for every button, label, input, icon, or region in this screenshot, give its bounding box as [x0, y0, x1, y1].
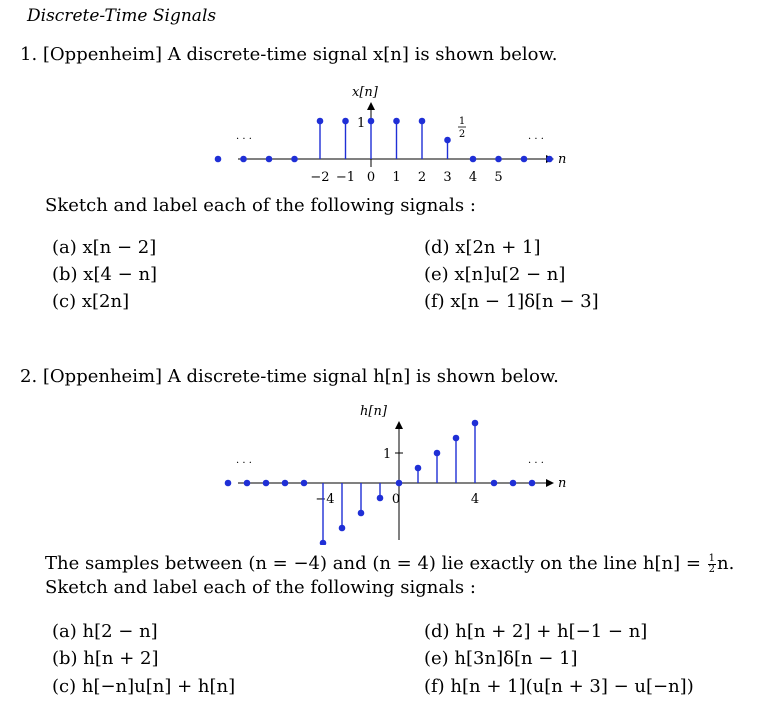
tick-label: 4 — [470, 492, 480, 507]
h-signal-stem-plot — [0, 395, 783, 545]
tick-label: 1 — [392, 170, 401, 185]
stem-point — [317, 118, 324, 125]
stem-point — [453, 435, 460, 442]
stem-point — [419, 118, 426, 125]
stem-point — [546, 156, 553, 163]
p1-item-f: (f) x[n − 1]δ[n − 3] — [424, 291, 599, 312]
svg-text:2: 2 — [458, 129, 466, 140]
stem-point — [470, 156, 477, 163]
svg-text:1: 1 — [458, 116, 466, 127]
tick-label: 2 — [417, 170, 427, 185]
one-half-fraction: $\frac{1}{2}$ — [708, 552, 716, 575]
value-label-half — [458, 116, 466, 140]
problem-2-heading: 2. [Oppenheim] A discrete-time signal h[n] is shown below. — [20, 366, 559, 387]
p1-item-d: (d) x[2n + 1] — [424, 237, 541, 258]
tick-label: −4 — [315, 492, 335, 507]
tick-label: −1 — [335, 170, 356, 185]
stem-point — [368, 118, 375, 125]
stem-point — [244, 480, 251, 487]
problem-1-heading: 1. [Oppenheim] A discrete-time signal x[n] is shown below. — [20, 44, 558, 65]
ellipsis-right: · · · — [528, 134, 544, 145]
stem-point — [415, 465, 422, 472]
section-title: Discrete-Time Signals — [27, 6, 217, 26]
stem-point — [266, 156, 273, 163]
stem-point — [510, 480, 517, 487]
value-label-one: 1 — [357, 116, 366, 131]
stem-point — [472, 420, 479, 427]
stem-point — [377, 495, 384, 502]
tick-label: 3 — [443, 170, 452, 185]
y-axis-label: h[n] — [360, 404, 387, 419]
stem-point — [521, 156, 528, 163]
stem-point — [225, 480, 232, 487]
stem-point — [434, 450, 441, 457]
p2-item-a: (a) h[2 − n] — [52, 621, 158, 642]
tick-label: 0 — [366, 170, 376, 185]
tick-label: 4 — [468, 170, 478, 185]
p2-item-e: (e) h[3n]δ[n − 1] — [424, 648, 578, 669]
tick-label: −2 — [310, 170, 330, 185]
stem-point — [263, 480, 270, 487]
p2-item-c: (c) h[−n]u[n] + h[n] — [52, 676, 236, 697]
stem-point — [339, 525, 346, 532]
stem-point — [282, 480, 289, 487]
stem-point — [444, 137, 451, 144]
p1-item-c: (c) x[2n] — [52, 291, 130, 312]
stem-point — [215, 156, 222, 163]
x-signal-stem-plot — [0, 70, 783, 190]
stem-point — [291, 156, 298, 163]
value-label-one: 1 — [383, 447, 392, 462]
stem-point — [396, 480, 403, 487]
stem-point — [301, 480, 308, 487]
stem-point — [529, 480, 536, 487]
problem-2-description — [45, 552, 775, 600]
stem-point — [495, 156, 502, 163]
stem-point — [342, 118, 349, 125]
problem-1-instruction: Sketch and label each of the following signals : — [45, 195, 476, 216]
p2-item-b: (b) h[n + 2] — [52, 648, 159, 669]
x-axis-label: n — [558, 152, 567, 167]
stem-point — [240, 156, 247, 163]
p1-item-b: (b) x[4 − n] — [52, 264, 158, 285]
p2-item-d: (d) h[n + 2] + h[−1 − n] — [424, 621, 648, 642]
stem-point — [320, 540, 327, 545]
stem-point — [393, 118, 400, 125]
problem-2-description-post: n. Sketch and label each of the following signals : — [45, 553, 735, 598]
tick-label: 0 — [391, 492, 401, 507]
ellipsis-right: · · · — [528, 458, 544, 469]
problem-2-description-pre: The samples between (n = −4) and (n = 4) lie exactly on the line h[n] = — [45, 553, 707, 574]
p2-item-f: (f) h[n + 1](u[n + 3] − u[−n]) — [424, 676, 694, 697]
ellipsis-left: · · · — [236, 458, 252, 469]
y-axis-label: x[n] — [352, 85, 378, 100]
p1-item-a: (a) x[n − 2] — [52, 237, 157, 258]
ellipsis-left: · · · — [236, 134, 252, 145]
tick-label: 5 — [494, 170, 503, 185]
x-axis-label: n — [558, 476, 567, 491]
p1-item-e: (e) x[n]u[2 − n] — [424, 264, 566, 285]
stem-point — [358, 510, 365, 517]
stem-point — [491, 480, 498, 487]
